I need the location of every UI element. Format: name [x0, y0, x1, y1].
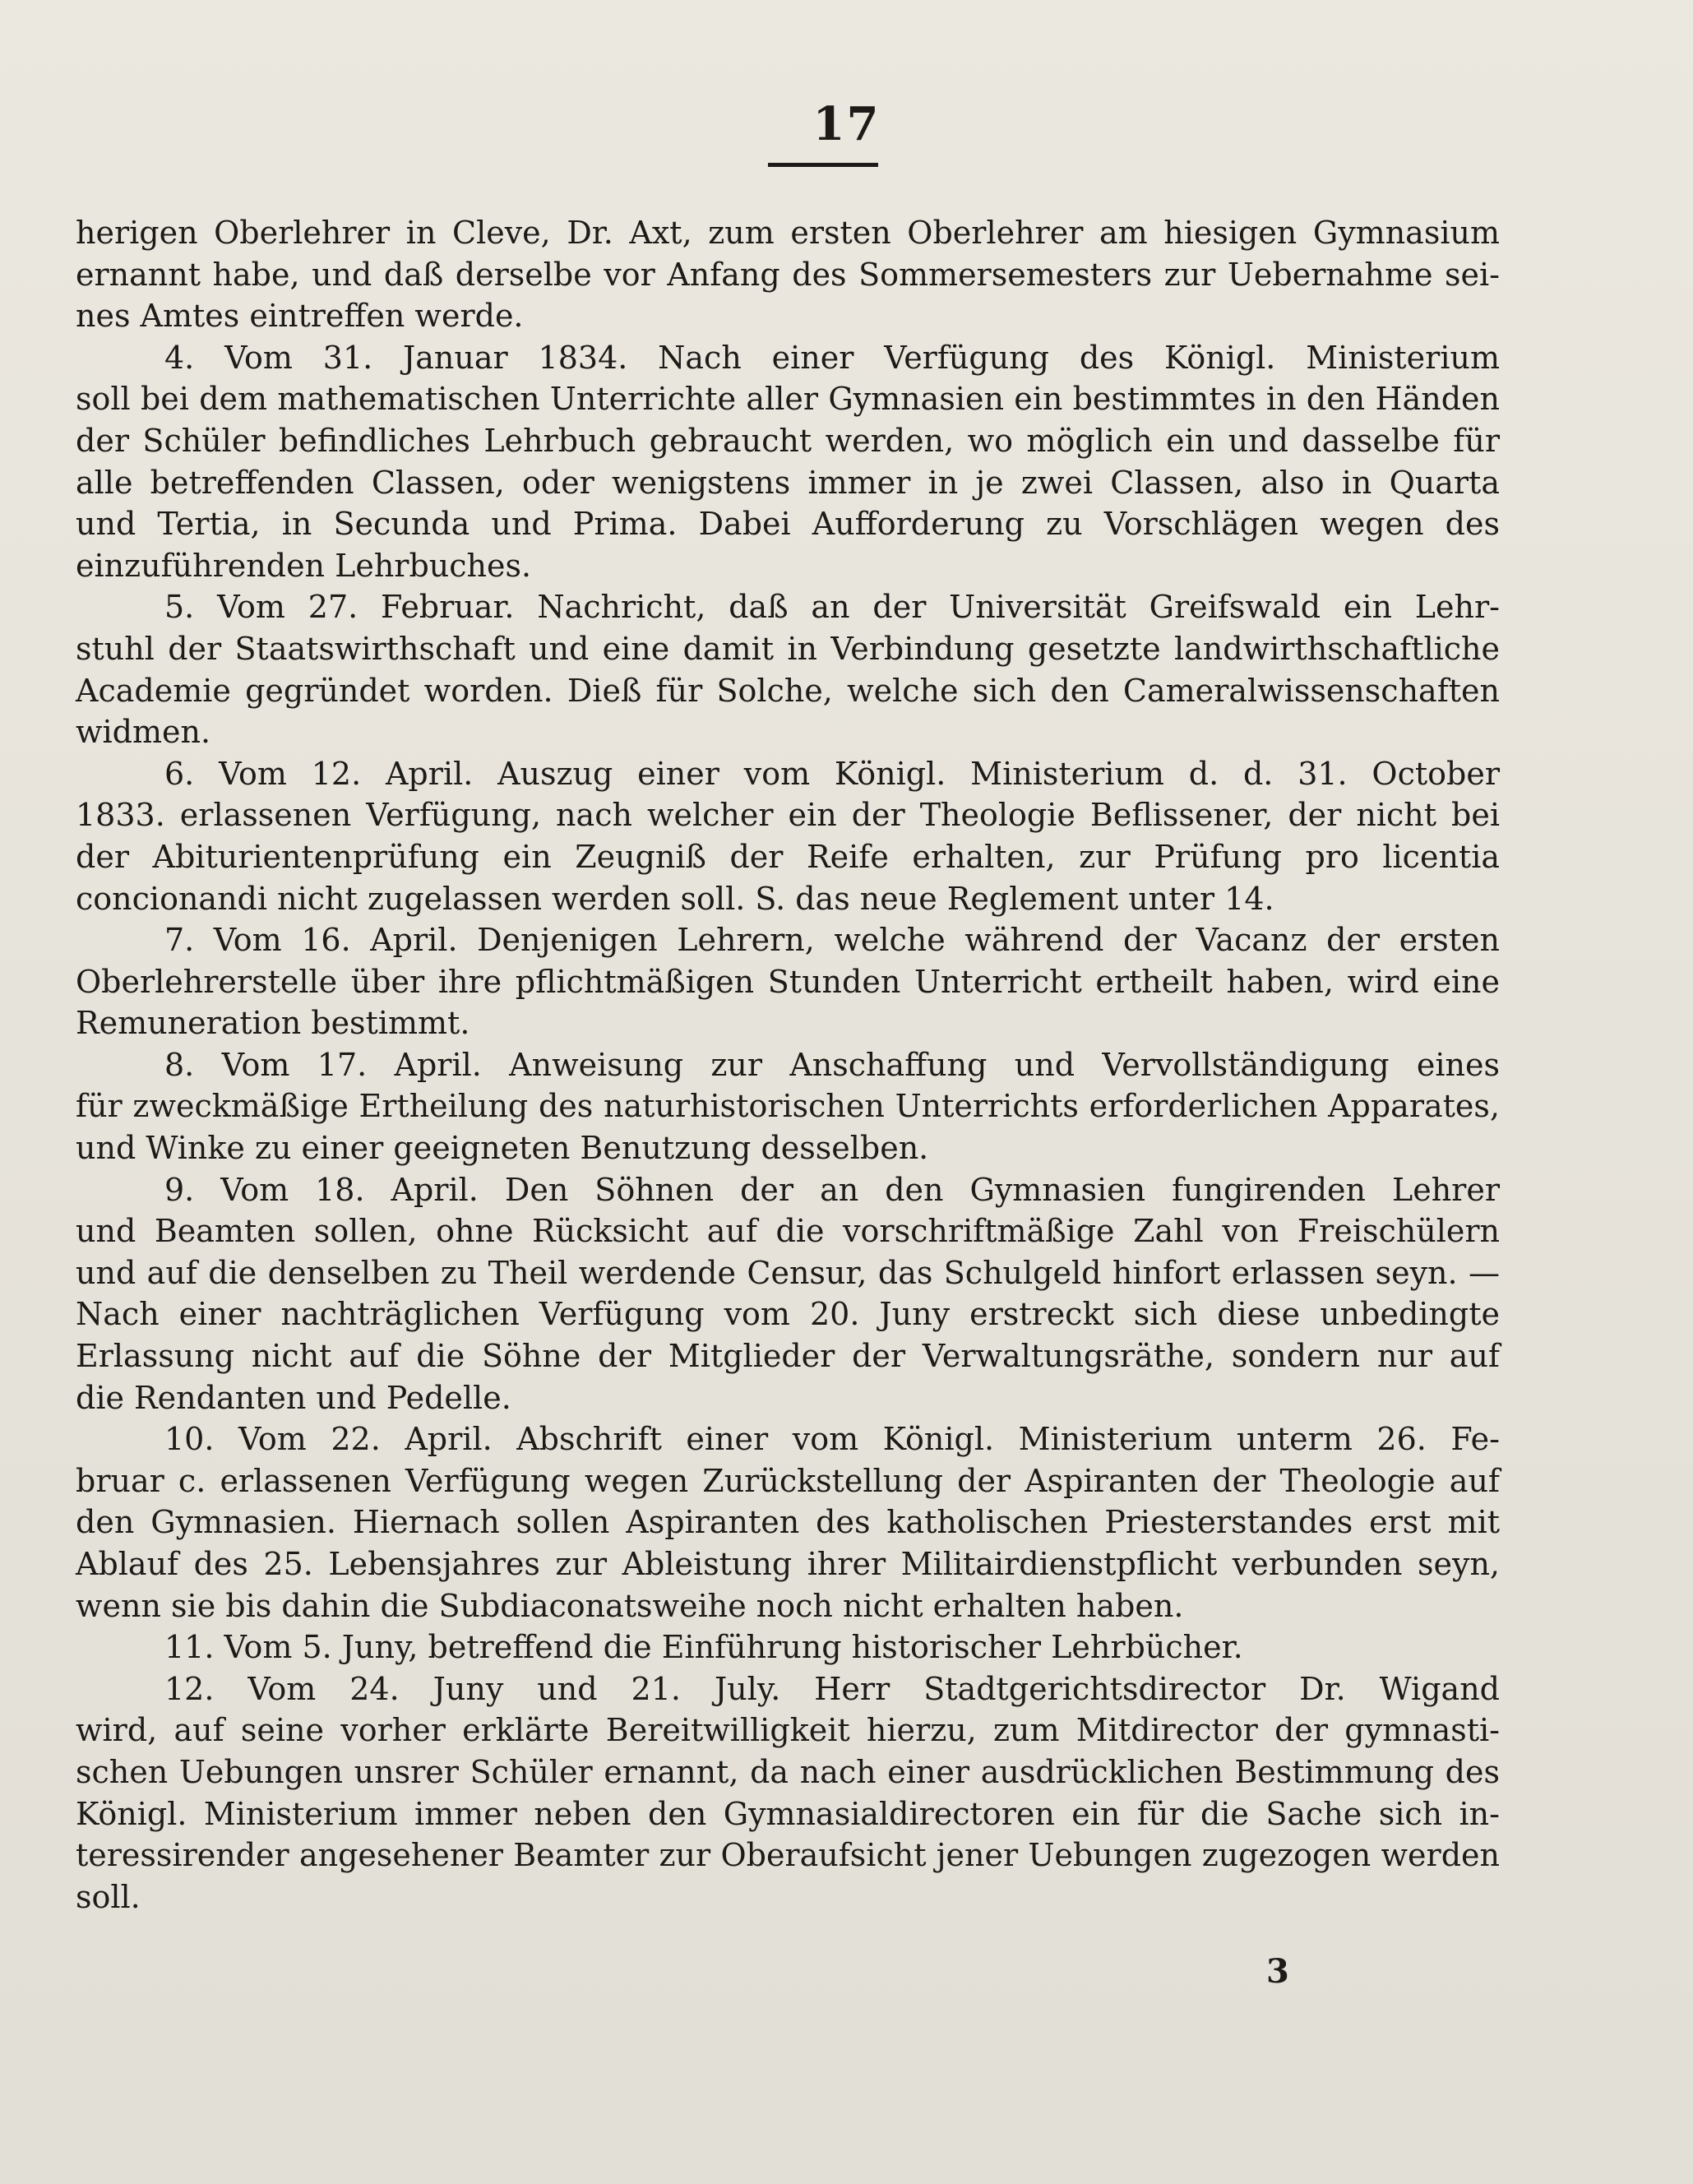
text-line: nes Amtes eintreffen werde.	[76, 298, 524, 335]
text-line: Königl. Ministerium immer neben den Gymnasialdirectoren ein für die Sache sich in-	[76, 1795, 1500, 1832]
text-line: und Tertia, in Secunda und Prima. Dabei Aufforderung zu Vorschlägen wegen des	[76, 506, 1500, 543]
text-line: Ablauf des 25. Lebensjahres zur Ableistung ihrer Militairdienstpflicht verbunden seyn,	[76, 1546, 1500, 1582]
paragraph	[76, 1626, 1500, 1668]
text-line: und Winke zu einer geeigneten Benutzung desselben.	[76, 1130, 929, 1167]
text-line: Erlassung nicht auf die Söhne der Mitglieder der Verwaltungsräthe, sondern nur auf	[76, 1338, 1500, 1375]
text-line: soll bei dem mathematischen Unterrichte aller Gymnasien ein bestimmtes in den Händen	[76, 381, 1500, 418]
text-line: bruar c. erlassenen Verfügung wegen Zurückstellung der Aspiranten der Theologie auf	[76, 1462, 1500, 1499]
text-line: stuhl der Staatswirthschaft und eine damit in Verbindung gesetzte landwirthschaftliche	[76, 630, 1500, 667]
paragraph	[76, 1418, 1500, 1626]
text-line: teressirender angesehener Beamter zur Oberaufsicht jener Uebungen zugezogen werden	[76, 1837, 1500, 1874]
text-line: 8. Vom 17. April. Anweisung zur Anschaffung und Vervollständigung eines	[164, 1046, 1500, 1083]
text-line: der Schüler befindliches Lehrbuch gebraucht werden, wo möglich ein und dasselbe für	[76, 422, 1500, 459]
text-line: Nach einer nachträglichen Verfügung vom 20. Juny erstreckt sich diese unbedingte	[76, 1296, 1500, 1333]
text-line: 1833. erlassenen Verfügung, nach welcher ein der Theologie Beflissener, der nicht bei	[76, 797, 1500, 834]
text-line: 9. Vom 18. April. Den Söhnen der an den Gymnasien fungirenden Lehrer	[164, 1171, 1500, 1208]
text-line: ernannt habe, und daß derselbe vor Anfang des Sommersemesters zur Uebernahme sei-	[76, 256, 1500, 293]
paragraph	[76, 1169, 1500, 1419]
text-line: und auf die denselben zu Theil werdende Censur, das Schulgeld hinfort erlassen seyn. —	[76, 1254, 1500, 1291]
paragraph	[76, 753, 1500, 919]
text-line: alle betreffenden Classen, oder wenigstens immer in je zwei Classen, also in Quarta	[76, 464, 1500, 501]
text-line: 5. Vom 27. Februar. Nachricht, daß an der Universität Greifswald ein Lehr-	[164, 589, 1500, 626]
text-line: die Rendanten und Pedelle.	[76, 1379, 511, 1416]
text-line: schen Uebungen unsrer Schüler ernannt, da nach einer ausdrücklichen Bestimmung des	[76, 1753, 1500, 1790]
paragraph	[76, 1044, 1500, 1169]
text-line: 10. Vom 22. April. Abschrift einer vom Königl. Ministerium unterm 26. Fe-	[164, 1421, 1500, 1458]
printer-signature-mark: 3	[1266, 1952, 1289, 1991]
text-line: 7. Vom 16. April. Denjenigen Lehrern, welche während der Vacanz der ersten	[164, 922, 1500, 959]
text-line: soll.	[76, 1878, 141, 1915]
text-line: für zweckmäßige Ertheilung des naturhistorischen Unterrichts erforderlichen Apparates,	[76, 1088, 1500, 1125]
text-line: concionandi nicht zugelassen werden soll. S. das neue Reglement unter 14.	[76, 880, 1274, 917]
paragraph	[76, 337, 1500, 587]
text-line: und Beamten sollen, ohne Rücksicht auf die vorschriftmäßige Zahl von Freischülern	[76, 1213, 1500, 1250]
text-line: Oberlehrerstelle über ihre pflichtmäßigen Stunden Unterricht ertheilt haben, wird eine	[76, 963, 1500, 1000]
text-line: 4. Vom 31. Januar 1834. Nach einer Verfügung des Königl. Ministerium	[164, 339, 1500, 376]
body-text	[76, 212, 1500, 1918]
paragraph	[76, 586, 1500, 752]
paragraph	[76, 212, 1500, 337]
text-line: 12. Vom 24. Juny und 21. July. Herr Stadtgerichtsdirector Dr. Wigand	[164, 1670, 1500, 1707]
text-line: wenn sie bis dahin die Subdiaconatsweihe noch nicht erhalten haben.	[76, 1587, 1184, 1624]
text-line: Academie gegründet worden. Dieß für Solche, welche sich den Cameralwissenschaften	[76, 672, 1500, 709]
text-line: 6. Vom 12. April. Auszug einer vom Königl. Ministerium d. d. 31. October	[164, 755, 1500, 792]
text-line: der Abiturientenprüfung ein Zeugniß der Reife erhalten, zur Prüfung pro licentia	[76, 838, 1500, 875]
text-line: widmen.	[76, 714, 211, 751]
page-number-rule	[768, 163, 878, 167]
text-line: einzuführenden Lehrbuches.	[76, 547, 532, 584]
text-line: Remuneration bestimmt.	[76, 1005, 470, 1042]
text-line: den Gymnasien. Hiernach sollen Aspiranten des katholischen Priesterstandes erst mit	[76, 1504, 1500, 1541]
paragraph	[76, 1668, 1500, 1918]
text-line: wird, auf seine vorher erklärte Bereitwilligkeit hierzu, zum Mitdirector der gymnasti-	[76, 1712, 1500, 1749]
page-number: 17	[812, 97, 881, 151]
text-line: 11. Vom 5. Juny, betreffend die Einführung historischer Lehrbücher.	[164, 1629, 1243, 1666]
paragraph	[76, 919, 1500, 1044]
text-line: herigen Oberlehrer in Cleve, Dr. Axt, zum ersten Oberlehrer am hiesigen Gymnasium	[76, 215, 1500, 251]
